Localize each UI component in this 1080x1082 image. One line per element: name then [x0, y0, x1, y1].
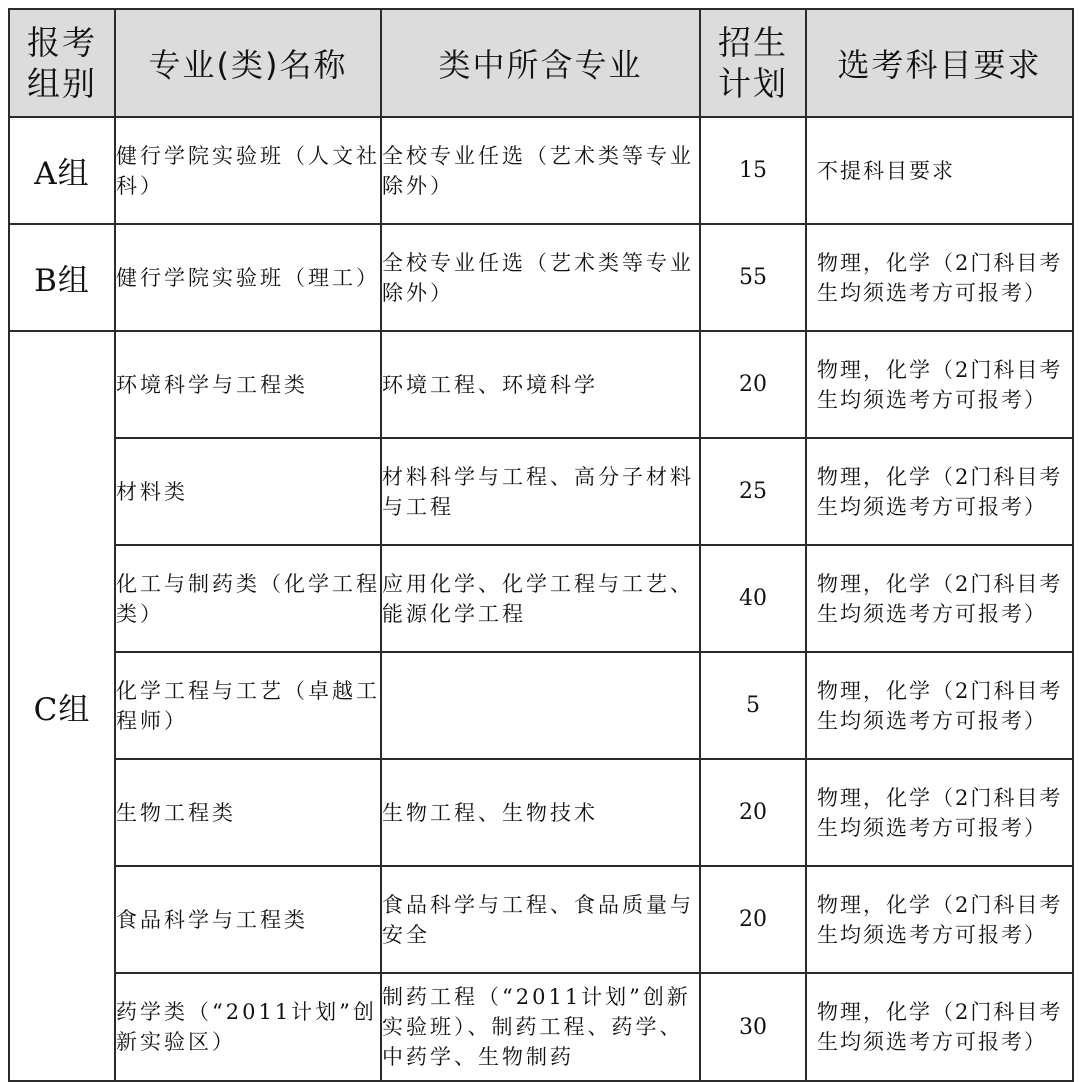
contained-majors-cell: 全校专业任选（艺术类等专业除外） [381, 117, 700, 224]
requirement-cell: 物理，化学（2门科目考生均须选考方可报考） [806, 973, 1073, 1081]
plan-cell: 15 [700, 117, 806, 224]
major-name-cell: 健行学院实验班（理工） [115, 224, 381, 331]
contained-majors-cell: 全校专业任选（艺术类等专业除外） [381, 224, 700, 331]
contained-majors-cell: 生物工程、生物技术 [381, 759, 700, 866]
contained-majors-cell [381, 652, 700, 759]
major-name-cell: 化学工程与工艺（卓越工程师） [115, 652, 381, 759]
major-name-cell: 化工与制药类（化学工程类） [115, 545, 381, 652]
major-name-cell: 环境科学与工程类 [115, 331, 381, 438]
table-row [9, 652, 1073, 759]
admissions-table [8, 8, 1074, 1082]
header-group-line1: 报考 [27, 23, 97, 62]
plan-cell: 25 [700, 438, 806, 545]
requirement-cell: 物理，化学（2门科目考生均须选考方可报考） [806, 652, 1073, 759]
header-subject-requirement: 选考科目要求 [806, 9, 1073, 117]
table-header-row [9, 9, 1073, 117]
contained-majors-cell: 应用化学、化学工程与工艺、能源化学工程 [381, 545, 700, 652]
header-major-name: 专业(类)名称 [115, 9, 381, 117]
requirement-cell: 物理，化学（2门科目考生均须选考方可报考） [806, 759, 1073, 866]
header-plan-line1: 招生 [718, 23, 788, 62]
contained-majors-cell: 材料科学与工程、高分子材料与工程 [381, 438, 700, 545]
table-row [9, 331, 1073, 438]
header-plan-line2: 计划 [718, 64, 788, 103]
contained-majors-cell: 食品科学与工程、食品质量与安全 [381, 866, 700, 973]
header-group [9, 9, 115, 117]
plan-cell: 40 [700, 545, 806, 652]
plan-cell: 5 [700, 652, 806, 759]
table-row [9, 973, 1073, 1081]
requirement-cell: 物理，化学（2门科目考生均须选考方可报考） [806, 545, 1073, 652]
header-group-line2: 组别 [27, 64, 97, 103]
requirement-cell: 物理，化学（2门科目考生均须选考方可报考） [806, 224, 1073, 331]
major-name-cell: 食品科学与工程类 [115, 866, 381, 973]
contained-majors-cell: 环境工程、环境科学 [381, 331, 700, 438]
plan-cell: 20 [700, 331, 806, 438]
table-row [9, 759, 1073, 866]
plan-cell: 55 [700, 224, 806, 331]
plan-cell: 20 [700, 866, 806, 973]
table-row [9, 438, 1073, 545]
group-a-cell: A组 [9, 117, 115, 224]
requirement-cell: 不提科目要求 [806, 117, 1073, 224]
requirement-cell: 物理，化学（2门科目考生均须选考方可报考） [806, 866, 1073, 973]
contained-majors-cell: 制药工程（“2011计划”创新实验班）、制药工程、药学、中药学、生物制药 [381, 973, 700, 1081]
header-contained-majors: 类中所含专业 [381, 9, 700, 117]
table-row [9, 117, 1073, 224]
table-row [9, 545, 1073, 652]
header-plan [700, 9, 806, 117]
plan-cell: 20 [700, 759, 806, 866]
table-row [9, 224, 1073, 331]
group-b-cell: B组 [9, 224, 115, 331]
plan-cell: 30 [700, 973, 806, 1081]
requirement-cell: 物理，化学（2门科目考生均须选考方可报考） [806, 331, 1073, 438]
major-name-cell: 材料类 [115, 438, 381, 545]
requirement-cell: 物理，化学（2门科目考生均须选考方可报考） [806, 438, 1073, 545]
table-row [9, 866, 1073, 973]
major-name-cell: 药学类（“2011计划”创新实验区） [115, 973, 381, 1081]
group-c-cell: C组 [9, 331, 115, 1081]
major-name-cell: 健行学院实验班（人文社科） [115, 117, 381, 224]
major-name-cell: 生物工程类 [115, 759, 381, 866]
